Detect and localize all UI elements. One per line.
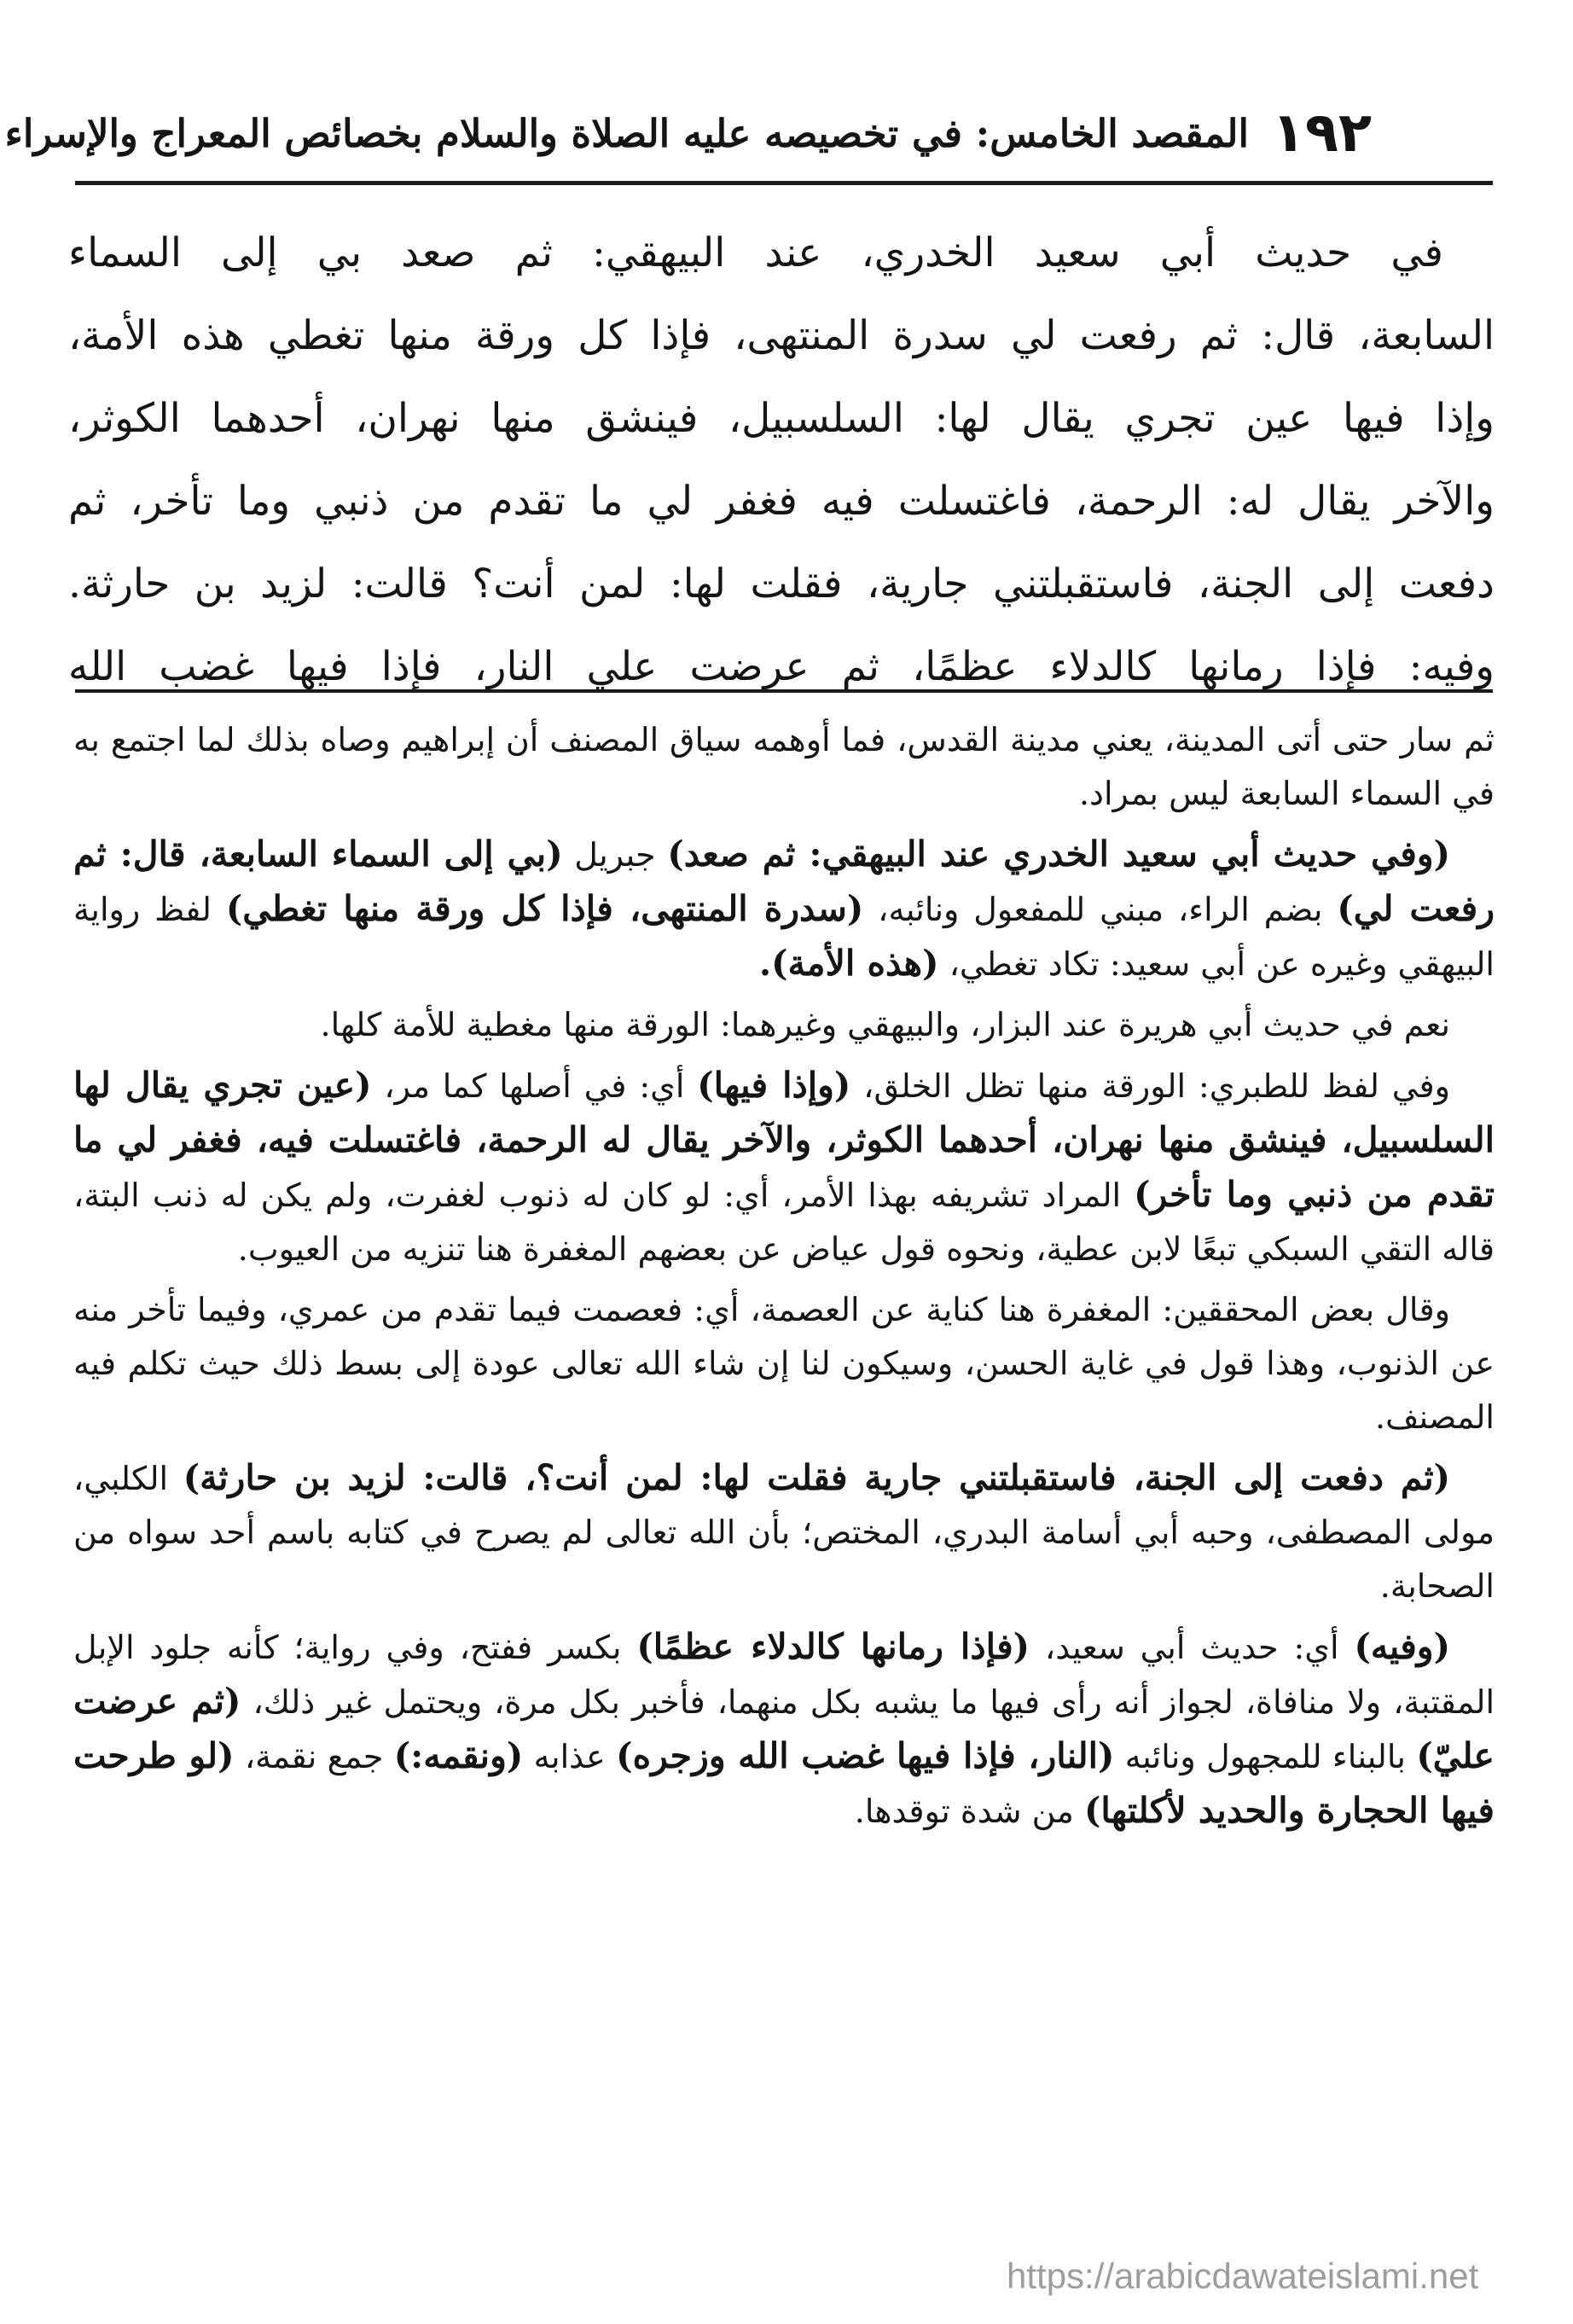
commentary-text: جبريل [562,836,668,874]
quoted-matn: (وإذا فيها) [697,1065,851,1106]
commentary-text: الكلبي، مولى المصطفى، وحبه أبي أسامة البدري، المختص؛ بأن الله تعالى لم يصرح في كتابه باسم أحد سواه من الصحابة. [73,1460,1495,1605]
quoted-matn: (لو طرحت فيها الحجارة والحديد لأكلتها) [73,1735,1495,1831]
quoted-matn: (وفي حديث أبي سعيد الخدري عند البيهقي: ثم صعد) [667,834,1450,874]
commentary-paragraph [73,1620,1495,1839]
commentary-text: وفي لفظ للطبري: الورقة منها تظل الخلق، [850,1067,1450,1105]
main-text-line: وإذا فيها عين تجري يقال لها: السلسبيل، فينشق منها نهران، أحدهما الكوثر، [68,395,1495,442]
commentary-paragraph [73,828,1495,991]
commentary-text: أي: في أصلها كما مر، [371,1067,698,1105]
commentary-text: عذابه [523,1738,617,1775]
quoted-matn: (ونقمه:) [393,1735,524,1776]
main-text-line: دفعت إلى الجنة، فاستقبلتني جارية، فقلت لها: لمن أنت؟ قالت: لزيد بن حارثة. [68,561,1495,607]
quoted-matn: (وفيه) [1354,1626,1450,1667]
watermark-url: https://arabicdawateislami.net [1007,2256,1479,2296]
commentary-text: بكسر ففتح، وفي رواية؛ كأنه جلود الإبل المقتبة، ولا منافاة، لجواز أنه رأى فيها ما يشبه بكل منهما، فأخبر بكل مرة، ويحتمل غير ذلك، [73,1629,1495,1721]
quoted-matn: (فإذا رمانها كالدلاء عظمًا) [636,1626,1030,1667]
quoted-matn: (ثم دفعت إلى الجنة، فاستقبلتني جارية فقلت لها: لمن أنت؟، قالت: لزيد بن حارثة) [183,1457,1450,1498]
quoted-matn: (هذه الأمة). [758,943,939,984]
commentary-text: المراد تشريفه بهذا الأمر، أي: لو كان له ذنوب لغفرت، ولم يكن له ذنب البتة، قاله التقي السبكي تبعًا لابن عطية، ونحوه قول عياض عن بعضهم المغفرة هنا تنزيه من العيوب. [73,1177,1495,1268]
separator-rule [75,689,1493,693]
quoted-matn: (النار، فإذا فيها غضب الله وزجره) [616,1735,1115,1776]
commentary-paragraph [73,1059,1495,1276]
commentary [73,713,1495,1845]
running-title: المقصد الخامس: في تخصيصه عليه الصلاة والسلام بخصائص المعراج والإسراء [4,111,1249,156]
commentary-text: لفظ رواية البيهقي وغيره عن أبي سعيد: تكاد تغطي، [73,891,1495,983]
commentary-text: جمع نقمة، [234,1738,394,1775]
main-text [68,212,1495,708]
main-text-line: وفيه: فإذا رمانها كالدلاء عظمًا، ثم عرضت علي النار، فإذا فيها غضب الله [68,643,1495,690]
commentary-paragraph: نعم في حديث أبي هريرة عند البزار، والبيهقي وغيرهما: الورقة منها مغطية للأمة كلها. [320,1006,1450,1043]
commentary-text: بالبناء للمجهول ونائبه [1114,1738,1417,1775]
commentary-text: بضم الراء، مبني للمفعول ونائبه، [863,891,1338,928]
commentary-text: أي: حديث أبي سعيد، [1030,1629,1355,1666]
commentary-paragraph: وقال بعض المحققين: المغفرة هنا كناية عن العصمة، أي: فعصمت فيما تقدم من عمري، وفيما تأخر منه عن الذنوب، وهذا قول في غاية الحسن، وسيكون لنا إن شاء الله تعالى عودة إلى بسط ذلك حيث تكلم فيه المصنف. [73,1291,1495,1436]
quoted-matn: (سدرة المنتهى، فإذا كل ورقة منها تغطي) [225,888,864,929]
header-rule [75,181,1493,185]
quoted-matn: (ثم عرضت عليّ) [73,1681,1495,1776]
main-text-line: في حديث أبي سعيد الخدري، عند البيهقي: ثم صعد بي إلى السماء [68,229,1443,276]
page-number: ١٩٢ [1271,102,1372,165]
quoted-matn: (عين تجري يقال لها السلسبيل، فينشق منها نهران، أحدهما الكوثر، والآخر يقال له الرحمة، فاغتسلت فيه، فغفر لي ما تقدم من ذنبي وما تأخر) [73,1065,1495,1215]
commentary-paragraph: ثم سار حتى أتى المدينة، يعني مدينة القدس، فما أوهمه سياق المصنف أن إبراهيم وصاه بذلك لما اجتمع به في السماء السابعة ليس بمراد. [73,721,1495,812]
quoted-matn: (بي إلى السماء السابعة، قال: ثم رفعت لي) [73,834,1495,929]
main-text-line: السابعة، قال: ثم رفعت لي سدرة المنتهى، فإذا كل ورقة منها تغطي هذه الأمة، [68,312,1495,359]
main-text-line: والآخر يقال له: الرحمة، فاغتسلت فيه فغفر لي ما تقدم من ذنبي وما تأخر، ثم [68,478,1495,525]
commentary-paragraph [73,1451,1495,1613]
commentary-text: من شدة توقدها. [854,1792,1084,1830]
